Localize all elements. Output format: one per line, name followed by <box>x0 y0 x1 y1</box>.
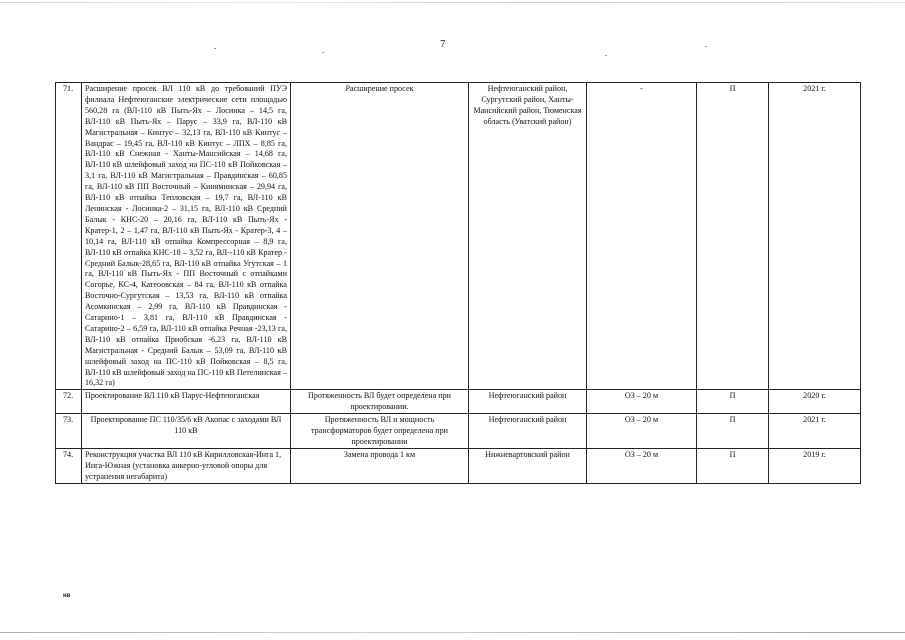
year: 2019 г. <box>769 448 861 483</box>
table-row <box>56 390 861 414</box>
row-number: 72. <box>56 390 82 414</box>
location: Нижневартовский район <box>469 448 587 483</box>
scan-edge-bottom <box>0 632 905 633</box>
work-description: Расширение просек <box>291 83 469 390</box>
table-row <box>56 414 861 449</box>
year: 2020 г. <box>769 390 861 414</box>
location: Нефтеюганский район, Сургутский район, Ханты-Мансийский район, Тюменская область (Уватский район) <box>469 83 587 390</box>
object-name: Расширение просек ВЛ 110 кВ до требований ПУЭ филиала Нефтеюганские электрические сети площадью 560,28 га (ВЛ-110 кВ Пыть-Ях – Лосинка – 14,5 га, ВЛ-110 кВ Пыть-Ях – Парус – 33,9 га, ВЛ-110 кВ Магистральная – Кинтус – 32,13 га, ВЛ-110 кВ Кинтус – Вандрас – 19,45 га, ВЛ-110 кВ Кинтус – ЛПХ – 8,85 га, ВЛ-110 кВ Снежная - Ханты-Мансийская – 14,68 га, ВЛ-110 кВ шлейфовый заход на ПС-110 кВ Пойковская – 3,1 га, ВЛ-110 кВ Магистральная – Правдинская – 60,85 га, ВЛ-110 кВ ПП Восточный – Кинямииская – 29,94 га, ВЛ-110 кВ отпайка Тепловская – 19,7 га, ВЛ-110 кВ Ленинская - Лосинка-2 – 31,15 га, ВЛ-110 кВ Средний Балык - КНС-20 – 20,16 га, ВЛ-110 кВ Пыть-Ях - Кратер-1, 2 – 1,47 га, ВЛ-110 кВ Пыть-Ях - Кратер-3, 4 – 10,14 га, ВЛ-110 кВ отпайка Компрессорная – 8,9 га, ВЛ-110 кВ отпайка КНС-18 – 3,52 га, ВЛ--110 кВ Кратер - Средний Балык-28,65 га, ВЛ-110 кВ отпайка Угутская – 1 га, ВЛ-110 кВ Пыть-Ях - ПП Восточный с отпайками Согорье, КС-4, Катеоовская – 84 га, ВЛ-110 кВ отпайка Восточно-Сургутская – 13,53 га, ВЛ-110 кВ отпайка Асомкинская – 2,99 га, ВЛ-110 кВ Правдинская - Сатарино-1 – 3,81 га, ВЛ-110 кВ Правдинская - Сатарино-2 – 6,59 га, ВЛ-110 кВ отпайка Речная -23,13 га, ВЛ-110 кВ отпайка Приобская -6,23 га, ВЛ-110 кВ Магистральная - Средний Балык – 53,09 га, ВЛ-110 кВ шлейфовый заход на ПС-110 кВ Пойковская – 8,5 га, ВЛ-110 кВ шлейфовый заход на ПС-110 кВ Петелинская – 16,32 га) <box>82 83 291 390</box>
footer-mark: нв <box>63 593 71 599</box>
location: Нефтеюганский район <box>469 414 587 449</box>
object-type: П <box>697 390 769 414</box>
scan-speck <box>705 46 707 47</box>
row-number: 74. <box>56 448 82 483</box>
work-description: Замена провода 1 км <box>291 448 469 483</box>
table-row <box>56 83 861 390</box>
page-number: 7 <box>440 38 446 50</box>
protection-zone: ОЗ – 20 м <box>587 414 697 449</box>
works-table <box>55 82 861 484</box>
scan-speck <box>322 52 324 53</box>
scan-speck <box>214 48 216 49</box>
scan-edge-top <box>0 2 905 3</box>
object-name: Реконструкция участка ВЛ 110 кВ Кирилловская-Инга 1, Инга-Южная (установка анкерно-угловой опоры для устранения негабарита) <box>82 448 291 483</box>
object-type: П <box>697 414 769 449</box>
object-type: П <box>697 83 769 390</box>
object-name: Проектирование ВЛ 110 кВ Парус-Нефтеюганская <box>82 390 291 414</box>
row-number: 73. <box>56 414 82 449</box>
protection-zone: ОЗ – 20 м <box>587 448 697 483</box>
row-number: 71. <box>56 83 82 390</box>
year: 2021 г. <box>769 83 861 390</box>
protection-zone: ОЗ – 20 м <box>587 390 697 414</box>
object-name: Проектирование ПС 110/35/6 кВ Акопас с заходами ВЛ 110 кВ <box>82 414 291 449</box>
work-description: Протяженность ВЛ и мощность трансформаторов будет определена при проектировании <box>291 414 469 449</box>
object-type: П <box>697 448 769 483</box>
work-description: Протяженность ВЛ будет определена при проектировании. <box>291 390 469 414</box>
year: 2021 г. <box>769 414 861 449</box>
location: Нефтеюганский район <box>469 390 587 414</box>
table-row <box>56 448 861 483</box>
scan-speck <box>605 55 607 56</box>
protection-zone: - <box>587 83 697 390</box>
